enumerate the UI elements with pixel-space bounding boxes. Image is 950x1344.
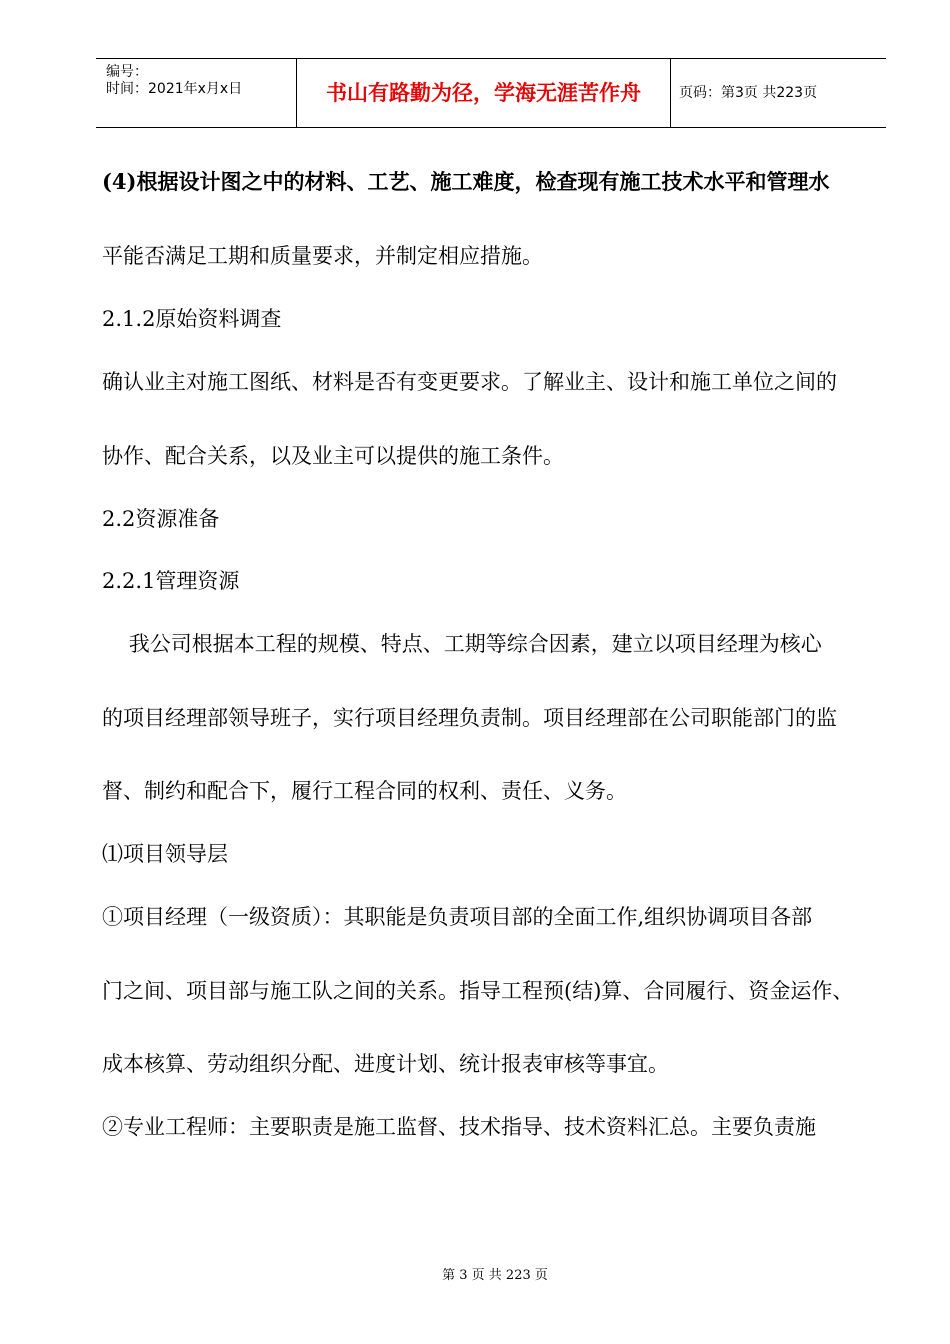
paragraph-line: 确认业主对施工图纸、材料是否有变更要求。了解业主、设计和施工单位之间的 — [102, 370, 837, 394]
header-page-number: 页码：第3页 共223页 — [679, 85, 818, 101]
paragraph-line: 成本核算、劳动组织分配、进度计划、统计报表审核等事宜。 — [102, 1052, 669, 1076]
paragraph-line: (4)根据设计图之中的材料、工艺、施工难度，检查现有施工技术水平和管理水 — [102, 169, 830, 194]
paragraph-line: 我公司根据本工程的规模、特点、工期等综合因素，建立以项目经理为核心 — [102, 632, 822, 656]
paragraph-line: ①项目经理（一级资质）：其职能是负责项目部的全面工作,组织协调项目各部 — [102, 905, 813, 929]
paragraph-line: 督、制约和配合下，履行工程合同的权利、责任、义务。 — [102, 779, 627, 803]
header-meta — [96, 59, 296, 127]
page-footer: 第 3 页 共 223 页 — [442, 1268, 548, 1283]
document-date: 时间：2021年x月x日 — [106, 81, 243, 97]
section-heading: 2.2资源准备 — [102, 507, 220, 531]
paragraph-line: 平能否满足工期和质量要求，并制定相应措施。 — [102, 244, 543, 268]
section-heading: 2.1.2原始资料调查 — [102, 307, 282, 331]
page-header — [96, 58, 886, 128]
paragraph-line: 协作、配合关系，以及业主可以提供的施工条件。 — [102, 444, 564, 468]
paragraph-line: 门之间、项目部与施工队之间的关系。指导工程预(结)算、合同履行、资金运作、 — [102, 979, 854, 1003]
header-motto: 书山有路勤为径，学海无涯苦作舟 — [326, 81, 641, 105]
paragraph-line: 的项目经理部领导班子，实行项目经理负责制。项目经理部在公司职能部门的监 — [102, 706, 837, 730]
section-heading: ⑴项目领导层 — [102, 842, 228, 866]
section-heading: 2.2.1管理资源 — [102, 569, 240, 593]
document-number-label: 编号： — [106, 64, 148, 80]
paragraph-line: ②专业工程师：主要职责是施工监督、技术指导、技术资料汇总。主要负责施 — [102, 1115, 816, 1139]
header-divider-right — [670, 59, 671, 127]
